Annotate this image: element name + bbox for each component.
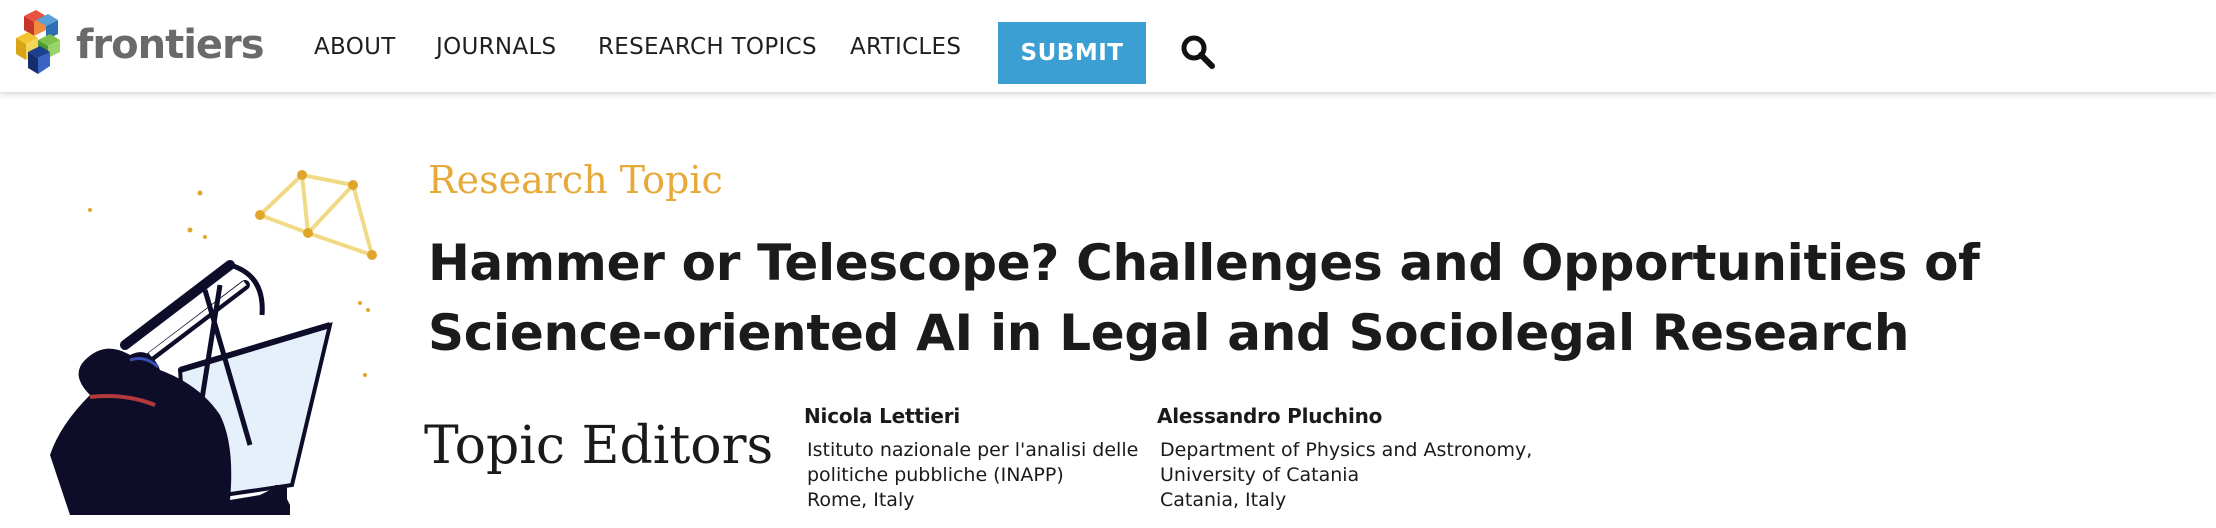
astronomer-telescope-illustration [30, 155, 394, 515]
editor-card [1157, 404, 1532, 513]
editor-affiliation: Department of Physics and Astronomy, [1160, 439, 1533, 461]
editor-location: Catania, Italy [1160, 489, 1287, 511]
editor-affiliation: politiche pubbliche (INAPP) [807, 464, 1064, 486]
top-navigation-bar [0, 0, 2216, 92]
submit-button[interactable]: SUBMIT [998, 22, 1146, 84]
editor-location: Rome, Italy [807, 489, 915, 511]
editor-name-link[interactable]: Nicola Lettieri [804, 404, 961, 428]
nav-about[interactable]: ABOUT [314, 34, 396, 60]
editor-affiliation: Istituto nazionale per l'analisi delle [807, 439, 1139, 461]
topic-editors-heading: Topic Editors [424, 416, 774, 476]
research-topic-label: Research Topic [428, 158, 723, 202]
nav-research-topics[interactable]: RESEARCH TOPICS [598, 34, 817, 60]
topic-title: Hammer or Telescope? Challenges and Opportunities of Science-oriented AI in Legal and Sociolegal Research [428, 234, 1980, 362]
nav-journals[interactable]: JOURNALS [436, 34, 557, 60]
search-icon[interactable] [1180, 34, 1216, 70]
editor-card [804, 404, 1138, 513]
editor-name-link[interactable]: Alessandro Pluchino [1157, 404, 1383, 428]
editor-affiliation: University of Catania [1160, 464, 1360, 486]
logo-wordmark: frontiers [76, 22, 264, 68]
logo-cubes-icon [14, 8, 74, 78]
frontiers-logo[interactable] [14, 8, 264, 78]
nav-articles[interactable]: ARTICLES [850, 34, 962, 60]
